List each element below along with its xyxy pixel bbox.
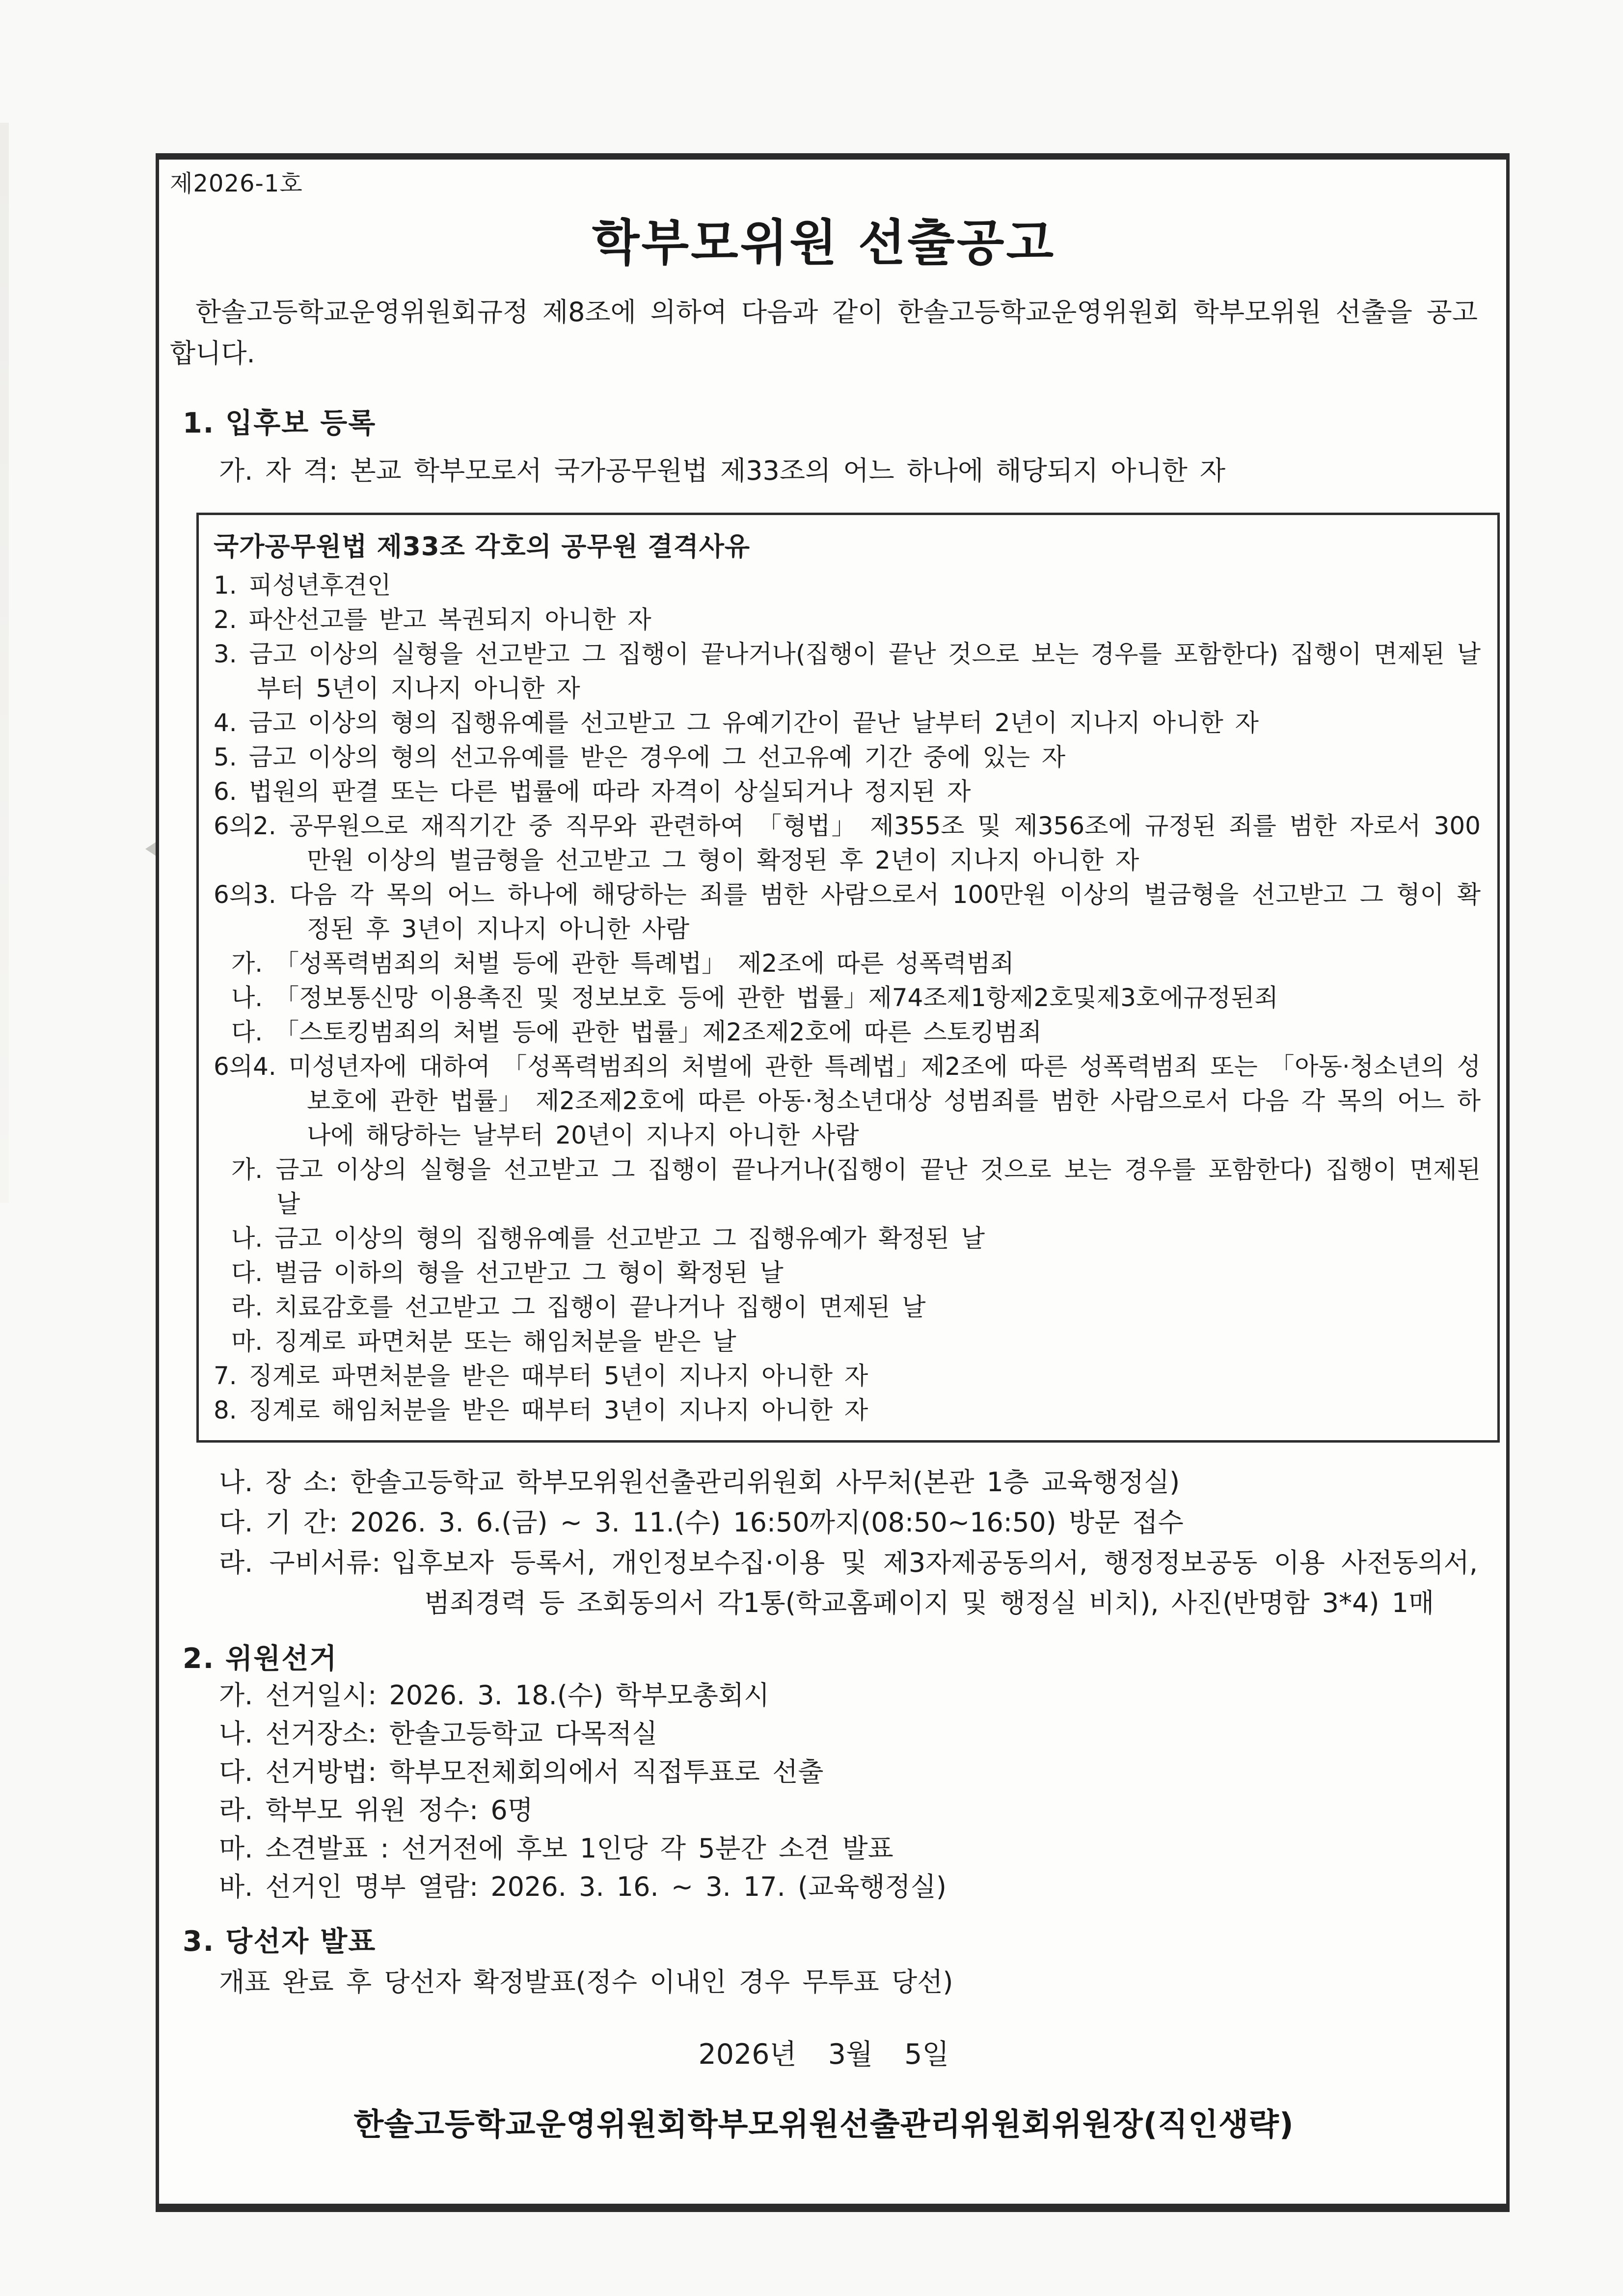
box-item: 6의3. 다음 각 목의 어느 하나에 해당하는 죄를 범한 사람으로서 100만원 이상의 벌금형을 선고받고 그 형이 확정된 후 3년이 지나지 아니한 사람 [214,880,1481,943]
box-item: 나. 「정보통신망 이용촉진 및 정보보호 등에 관한 법률」제74조제1항제2호및제3호에규정된죄 [231,984,1278,1012]
box-item: 가. 「성폭력범죄의 처벌 등에 관한 특례법」 제2조에 따른 성폭력범죄 [231,949,1014,978]
election-item: 가. 선거일시: 2026. 3. 18.(수) 학부모총회시 [219,1680,770,1711]
box-item: 가. 금고 이상의 실형을 선고받고 그 집행이 끝나거나(집행이 끝난 것으로 보는 경우를 포함한다) 집행이 면제된 날 [231,1155,1481,1218]
box-item: 다. 「스토킹범죄의 처벌 등에 관한 법률」제2조제2호에 따른 스토킹범죄 [231,1018,1042,1046]
notice-title: 학부모위원 선출공고 [592,214,1056,272]
documents-label: 라. 구비서류: [219,1547,381,1578]
election-item: 바. 선거인 명부 열람: 2026. 3. 16. ~ 3. 17. (교육행정실) [219,1871,947,1902]
election-item: 라. 학부모 위원 정수: 6명 [219,1795,533,1826]
box-item: 5. 금고 이상의 형의 선고유예를 받은 경우에 그 선고유예 기간 중에 있는 자 [214,743,1066,771]
box-item: 1. 피성년후견인 [214,571,391,600]
box-item: 라. 치료감호를 선고받고 그 집행이 끝나거나 집행이 면제된 날 [231,1293,926,1321]
section-1-heading: 1. 입후보 등록 [183,407,377,439]
section-2-heading: 2. 위원선거 [183,1642,338,1675]
box-item: 7. 징계로 파면처분을 받은 때부터 5년이 지나지 아니한 자 [214,1362,868,1390]
documents-line [219,1543,1478,1623]
box-item: 6의2. 공무원으로 재직기간 중 직무와 관련하여 「형법」 제355조 및 제356조에 규정된 죄를 범한 자로서 300만원 이상의 벌금형을 선고받고 그 형이 확정된 후 2년이 지나지 아니한 자 [214,812,1481,875]
date-line: 2026년 3월 5일 [698,2038,949,2071]
qualification-line: 가. 자 격: 본교 학부모로서 국가공무원법 제33조의 어느 하나에 해당되지 아니한 자 [219,455,1226,486]
period-line: 다. 기 간: 2026. 3. 6.(금) ~ 3. 11.(수) 16:50까지(08:50~16:50) 방문 접수 [219,1507,1184,1538]
box-item: 나. 금고 이상의 형의 집행유예를 선고받고 그 집행유예가 확정된 날 [231,1224,985,1253]
election-item: 마. 소견발표 : 선거전에 후보 1인당 각 5분간 소견 발표 [219,1833,893,1864]
notice-sheet [156,153,1510,2212]
section-3-heading: 3. 당선자 발표 [183,1925,377,1958]
disqualification-box [196,513,1500,1443]
box-item: 8. 징계로 해임처분을 받은 때부터 3년이 지나지 아니한 자 [214,1396,868,1424]
place-line: 나. 장 소: 한솔고등학교 학부모위원선출관리위원회 사무처(본관 1층 교육행정실) [219,1467,1180,1498]
box-item: 마. 징계로 파면처분 또는 해임처분을 받은 날 [231,1327,736,1356]
disqualification-box-header: 국가공무원법 제33조 각호의 공무원 결격사유 [214,532,751,562]
doc-number: 제2026-1호 [170,170,303,197]
box-item: 다. 벌금 이하의 형을 선고받고 그 형이 확정된 날 [231,1258,784,1287]
signature-line: 한솔고등학교운영위원회학부모위원선출관리위원회위원장(직인생략) [353,2106,1294,2142]
election-item: 나. 선거장소: 한솔고등학교 다목적실 [219,1718,658,1749]
result-announcement-line: 개표 완료 후 당선자 확정발표(정수 이내인 경우 무투표 당선) [219,1967,953,1997]
box-item: 4. 금고 이상의 형의 집행유예를 선고받고 그 유예기간이 끝난 날부터 2년이 지나지 아니한 자 [214,709,1259,737]
election-item: 다. 선거방법: 학부모전체회의에서 직접투표로 선출 [219,1756,824,1787]
scan-edge-smudge [0,123,9,1203]
intro-paragraph: 한솔고등학교운영위원회규정 제8조에 의하여 다음과 같이 한솔고등학교운영위원회 학부모위원 선출을 공고합니다. [170,297,1478,369]
box-item: 3. 금고 이상의 실형을 선고받고 그 집행이 끝나거나(집행이 끝난 것으로 보는 경우를 포함한다) 집행이 면제된 날부터 5년이 지나지 아니한 자 [214,640,1481,703]
box-item: 6. 법원의 판결 또는 다른 법률에 따라 자격이 상실되거나 정지된 자 [214,777,971,806]
box-item: 2. 파산선고를 받고 복권되지 아니한 자 [214,605,651,634]
documents-text: 입후보자 등록서, 개인정보수집·이용 및 제3자제공동의서, 행정정보공동 이용 사전동의서, 범죄경력 등 조회동의서 각1통(학교홈페이지 및 행정실 비치), 사진(반명함 3*4) 1매 [391,1547,1478,1618]
box-item: 6의4. 미성년자에 대하여 「성폭력범죄의 처벌에 관한 특례법」제2조에 따른 성폭력범죄 또는 「아동·청소년의 성보호에 관한 법률」 제2조제2호에 따른 아동·청소년대상 성범죄를 범한 사람으로서 다음 각 목의 어느 하나에 해당하는 날부터 20년이 지나지 아니한 사람 [214,1052,1481,1149]
